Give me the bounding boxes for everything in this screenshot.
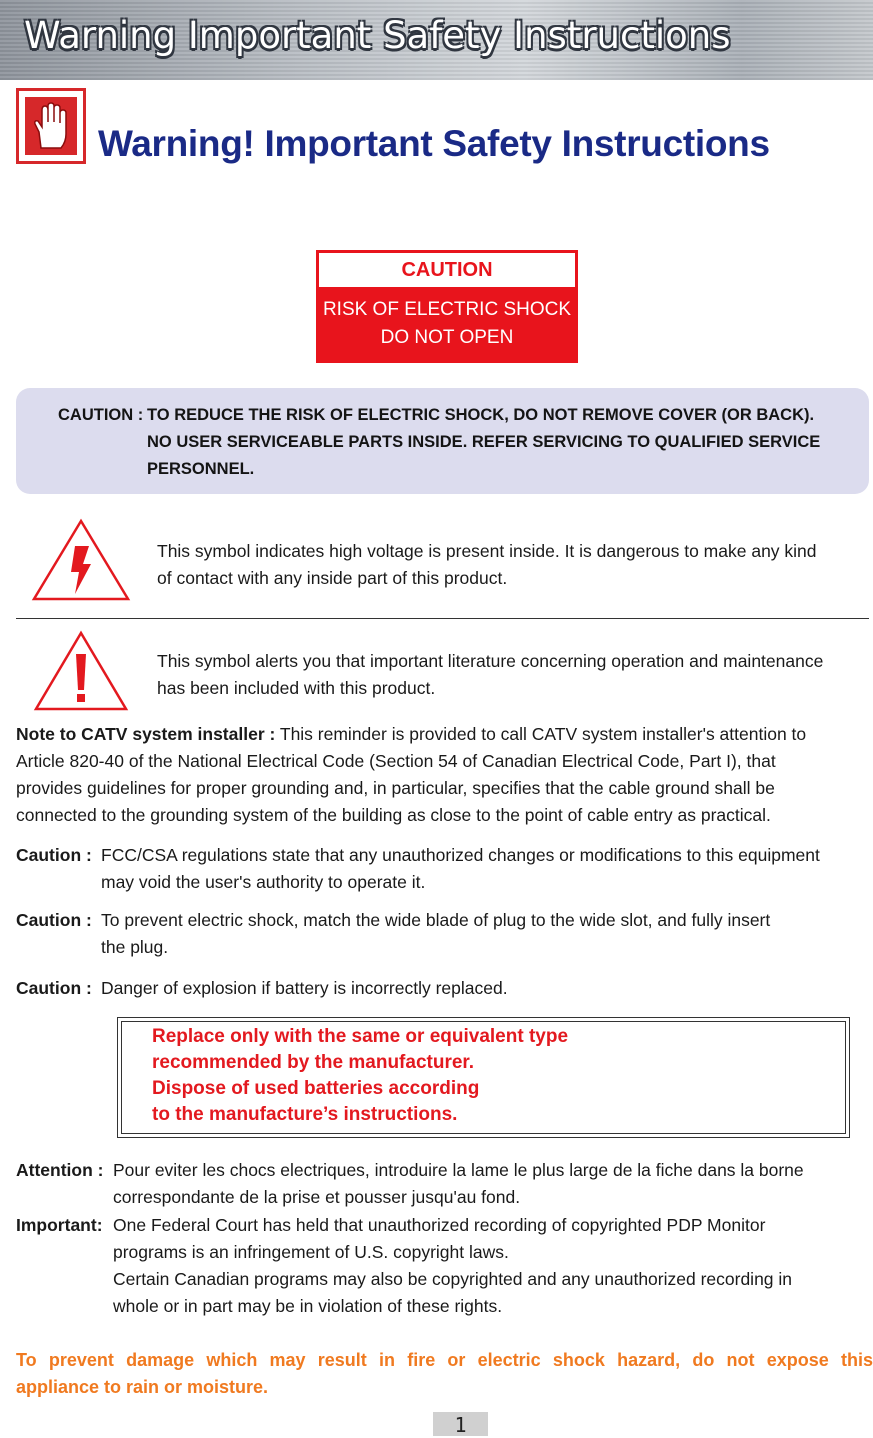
important-label: Important: <box>16 1215 103 1235</box>
caution-label-heading: CAUTION <box>319 253 575 287</box>
catv-note-line: provides guidelines for proper grounding and, in particular, specifies that the cable ground shall be <box>16 778 775 798</box>
caution-text: To prevent electric shock, match the wide blade of plug to the wide slot, and fully insert <box>101 910 771 930</box>
attention-text: Pour eviter les chocs electriques, introduire la lame le plus large de la fiche dans la borne <box>113 1160 804 1180</box>
important-text: whole or in part may be in violation of these rights. <box>113 1296 503 1316</box>
important-text: programs is an infringement of U.S. copyright laws. <box>113 1242 509 1262</box>
important-text: Certain Canadian programs may also be copyrighted and any unauthorized recording in <box>113 1269 793 1289</box>
caution-panel-line: NO USER SERVICEABLE PARTS INSIDE. REFER SERVICING TO QUALIFIED SERVICE <box>147 433 821 451</box>
caution-panel-label: CAUTION : <box>58 406 144 424</box>
header-bar <box>0 0 873 80</box>
catv-note-line: connected to the grounding system of the building as close to the point of cable entry as practical. <box>16 805 771 825</box>
attention-text: correspondante de la prise et pousser jusqu'au fond. <box>113 1187 521 1207</box>
caution-panel <box>16 388 869 494</box>
battery-notice-line: to the manufacture’s instructions. <box>152 1104 458 1125</box>
caution-label: Caution : <box>16 845 92 865</box>
page-number: 1 <box>433 1412 488 1436</box>
exclamation-triangle-icon <box>33 630 129 712</box>
caution-text: the plug. <box>101 937 169 957</box>
attention-label: Attention : <box>16 1160 104 1180</box>
stop-hand-icon <box>16 88 86 164</box>
catv-note-line: Article 820-40 of the National Electrical Code (Section 54 of Canadian Electrical Code, Part I), that <box>16 751 776 771</box>
symbol-description: This symbol indicates high voltage is present inside. It is dangerous to make any kind of contact with any inside part of this product. <box>157 541 817 588</box>
caution-label <box>316 250 578 363</box>
moisture-warning: To prevent damage which may result in fire or electric shock hazard, do not expose this <box>16 1350 873 1370</box>
catv-note: Note to CATV system installer : This reminder is provided to call CATV system installer's attention to <box>16 724 807 744</box>
symbol-description: This symbol alerts you that important literature concerning operation and maintenance has been included with this product. <box>157 651 824 698</box>
header-title: Warning Important Safety Instructions <box>24 14 731 57</box>
caution-text: Danger of explosion if battery is incorrectly replaced. <box>101 978 508 998</box>
caution-text: FCC/CSA regulations state that any unauthorized changes or modifications to this equipment <box>101 845 820 865</box>
caution-text: may void the user's authority to operate it. <box>101 872 426 892</box>
moisture-warning: appliance to rain or moisture. <box>16 1377 269 1397</box>
caution-label-line-1: RISK OF ELECTRIC SHOCK <box>322 299 572 320</box>
caution-label: Caution : <box>16 910 92 930</box>
caution-label-line-2: DO NOT OPEN <box>380 327 514 348</box>
page-title: Warning! Important Safety Instructions <box>98 123 770 164</box>
catv-note-label: Note to CATV system installer : <box>16 724 276 744</box>
caution-panel-line: PERSONNEL. <box>147 460 255 478</box>
battery-notice-line: Replace only with the same or equivalent type <box>152 1026 569 1047</box>
caution-label: Caution : <box>16 978 92 998</box>
caution-panel-line: TO REDUCE THE RISK OF ELECTRIC SHOCK, DO NOT REMOVE COVER (OR BACK). <box>147 406 815 424</box>
battery-notice-line: recommended by the manufacturer. <box>152 1052 475 1073</box>
lightning-triangle-icon <box>31 518 131 602</box>
important-text: One Federal Court has held that unauthorized recording of copyrighted PDP Monitor <box>113 1215 766 1235</box>
divider <box>16 618 869 619</box>
battery-notice-box <box>117 1017 850 1138</box>
battery-notice-line: Dispose of used batteries according <box>152 1078 480 1099</box>
